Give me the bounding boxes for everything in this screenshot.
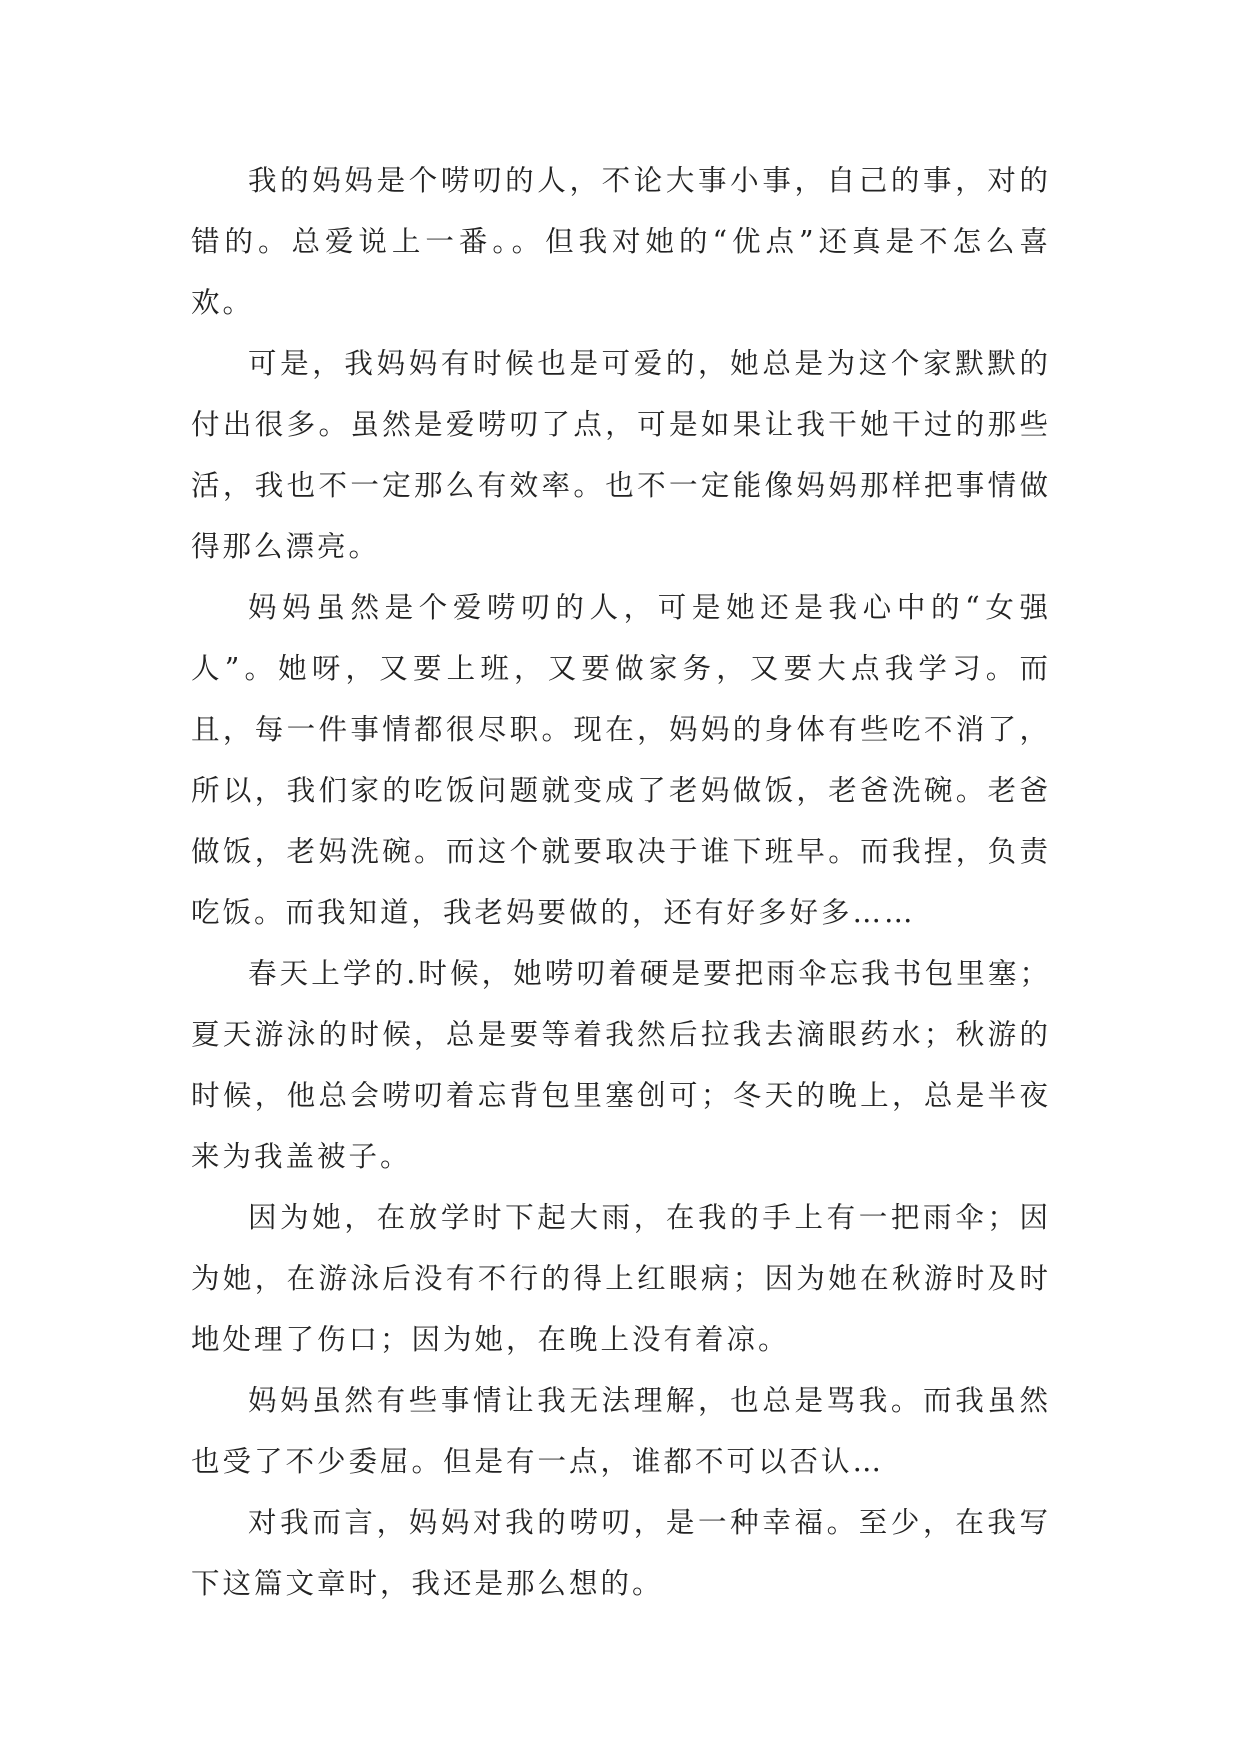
paragraph-4: 春天上学的.时候，她唠叨着硬是要把雨伞忘我书包里塞；夏天游泳的时候，总是要等着我然后拉我去滴眼药水；秋游的时候，他总会唠叨着忘背包里塞创可；冬天的晚上，总是半夜来为我盖被子。 bbox=[191, 957, 1051, 1173]
paragraph-2: 可是，我妈妈有时候也是可爱的，她总是为这个家默默的付出很多。虽然是爱唠叨了点，可是如果让我干她干过的那些活，我也不一定那么有效率。也不一定能像妈妈那样把事情做得那么漂亮。 bbox=[191, 347, 1051, 563]
document-body bbox=[191, 150, 1051, 1614]
paragraph-3: 妈妈虽然是个爱唠叨的人，可是她还是我心中的“女强人”。她呀，又要上班，又要做家务，又要大点我学习。而且，每一件事情都很尽职。现在，妈妈的身体有些吃不消了，所以，我们家的吃饭问题就变成了老妈做饭，老爸洗碗。老爸做饭，老妈洗碗。而这个就要取决于谁下班早。而我捏，负责吃饭。而我知道，我老妈要做的，还有好多好多…… bbox=[191, 591, 1051, 929]
paragraph-7: 对我而言，妈妈对我的唠叨，是一种幸福。至少，在我写下这篇文章时，我还是那么想的。 bbox=[191, 1506, 1051, 1600]
paragraph-1: 我的妈妈是个唠叨的人，不论大事小事，自己的事，对的错的。总爱说上一番。。但我对她的“优点”还真是不怎么喜欢。 bbox=[191, 164, 1051, 319]
paragraph-5: 因为她，在放学时下起大雨，在我的手上有一把雨伞；因为她，在游泳后没有不行的得上红眼病；因为她在秋游时及时地处理了伤口；因为她，在晚上没有着凉。 bbox=[191, 1201, 1051, 1356]
paragraph-6: 妈妈虽然有些事情让我无法理解，也总是骂我。而我虽然也受了不少委屈。但是有一点，谁都不可以否认… bbox=[191, 1384, 1051, 1478]
